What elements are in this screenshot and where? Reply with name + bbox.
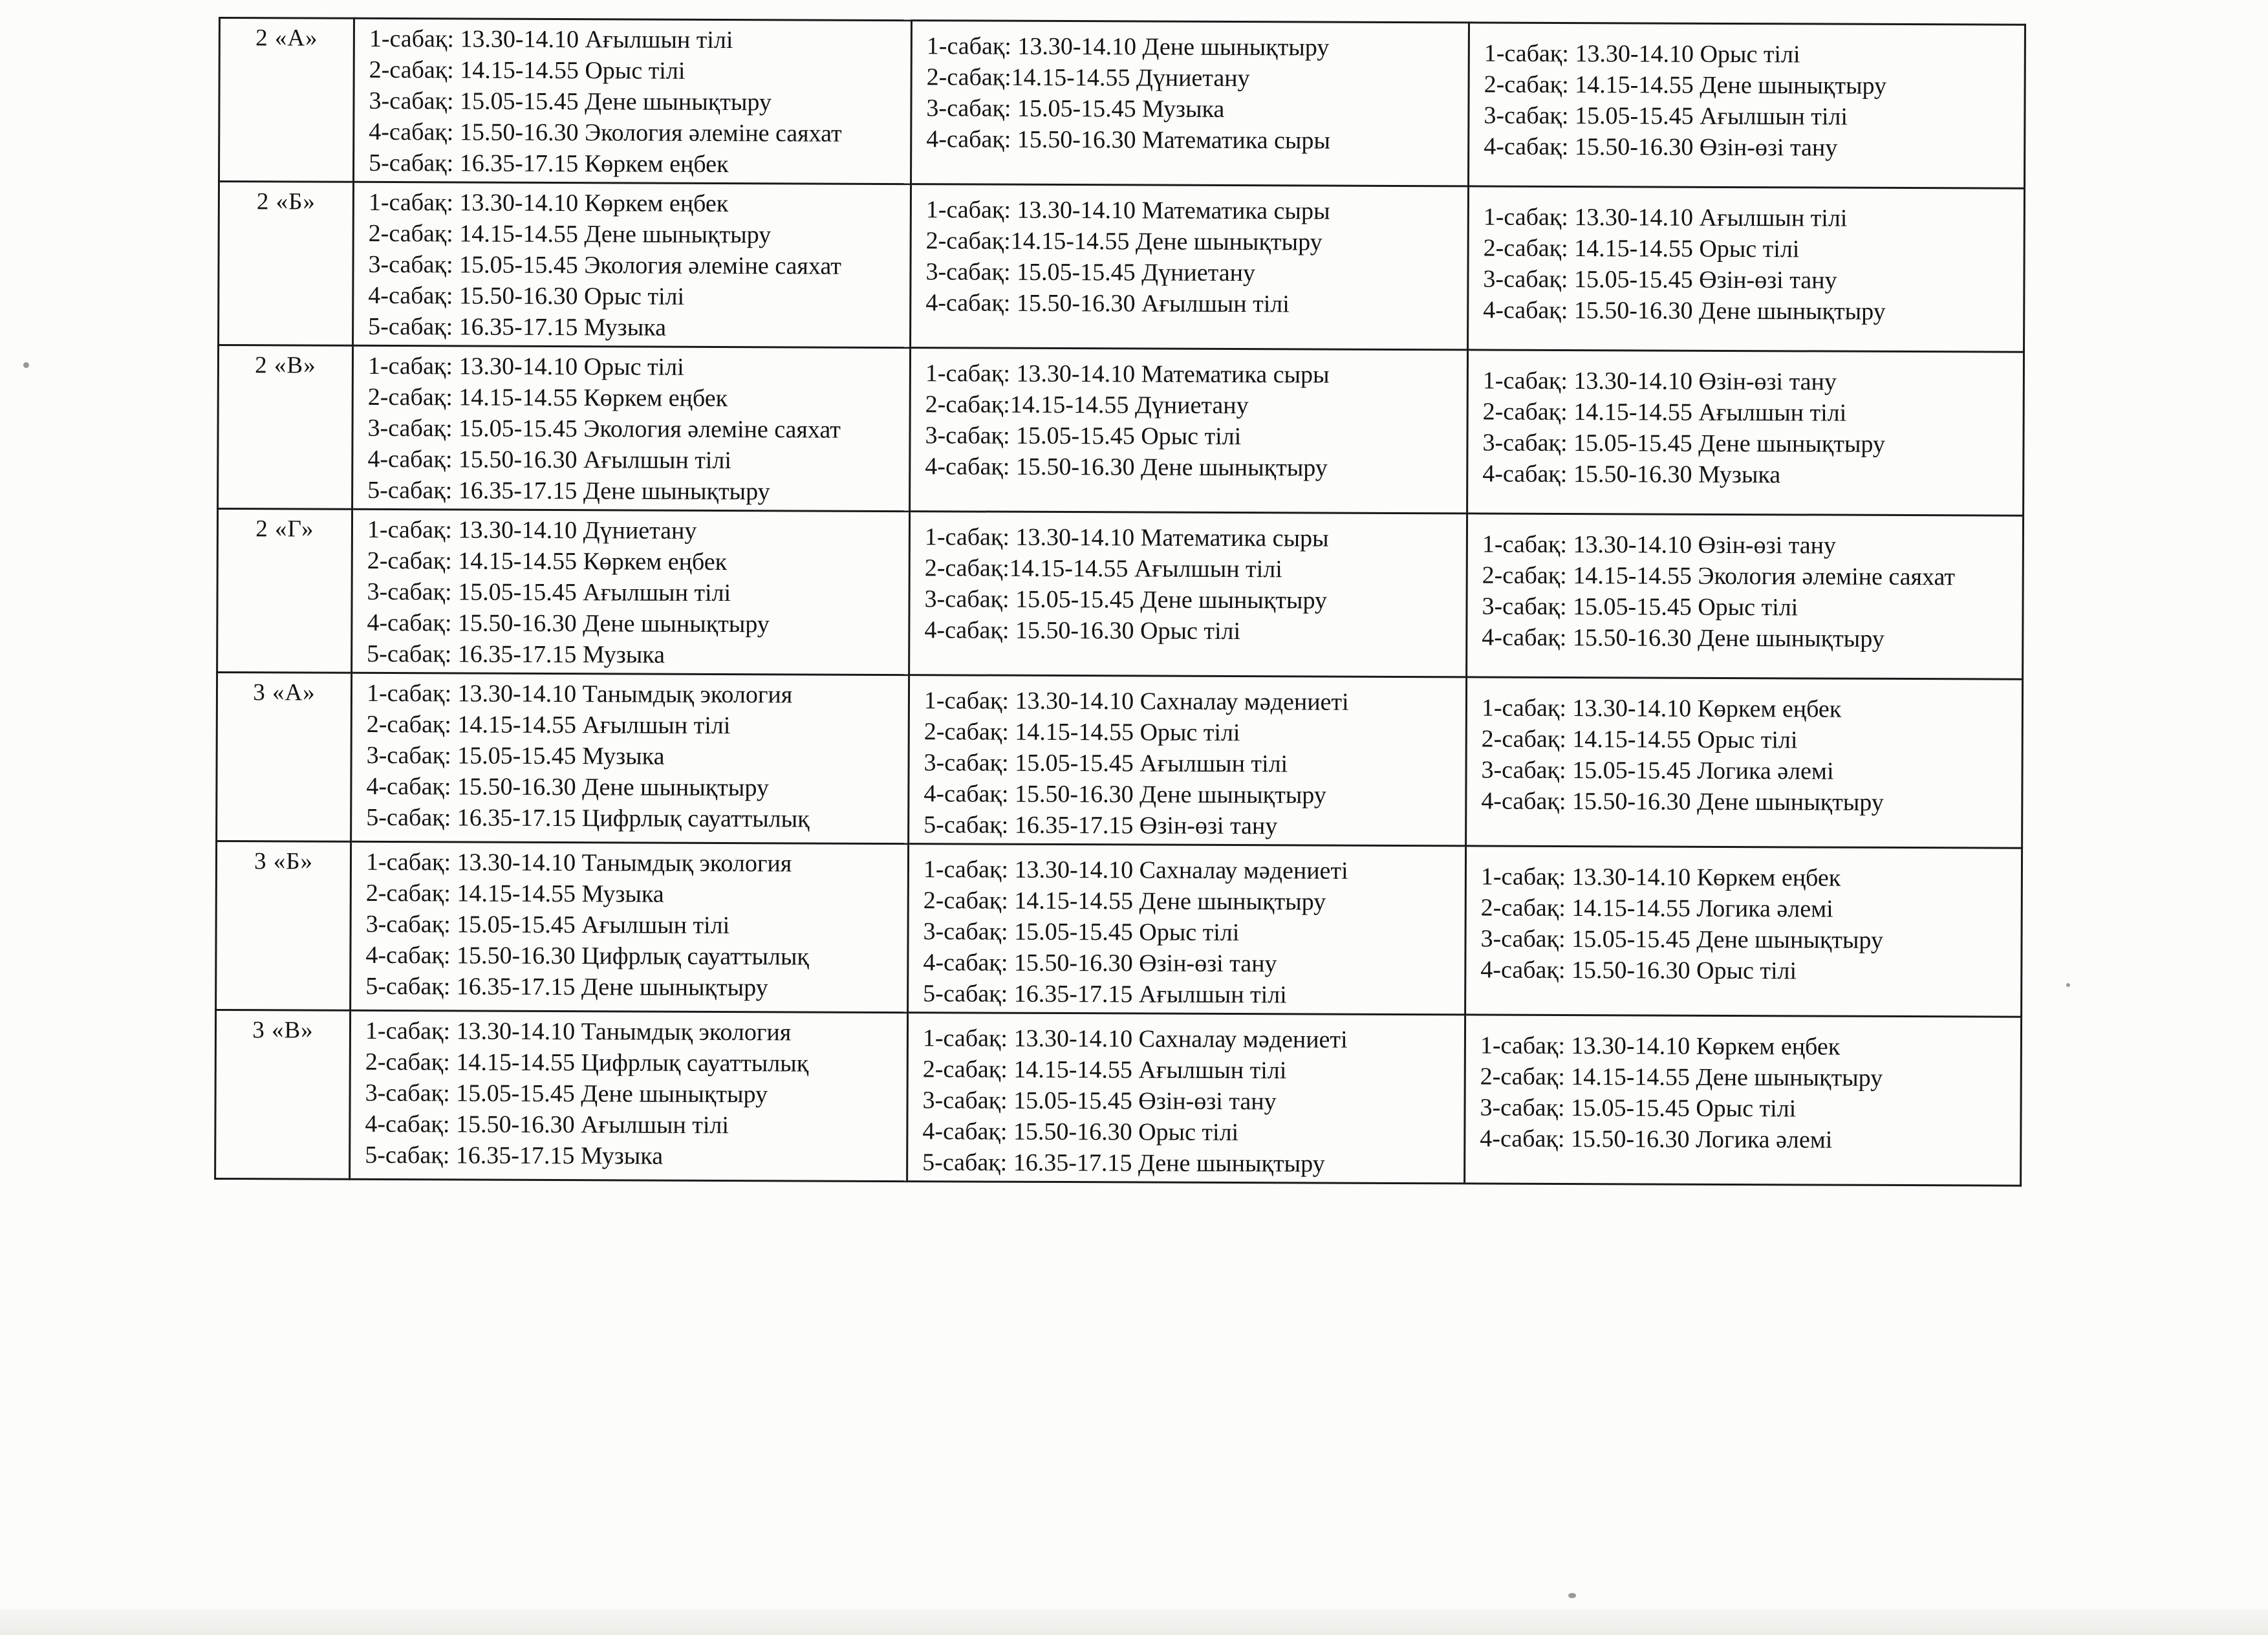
lesson-entry: 2-сабақ: 14.15-14.55 Дене шынықтыру: [1484, 70, 1887, 100]
lesson-entry: 4-сабақ: 15.50-16.30 Экология әлеміне саяхат: [369, 118, 842, 147]
lesson-entry: 2-сабақ: 14.15-14.55 Цифрлық сауаттылық: [365, 1048, 809, 1077]
day-2-lessons-cell: [908, 844, 1466, 1015]
lesson-entry: 3-сабақ: 15.05-15.45 Дене шынықтыру: [365, 1079, 768, 1109]
day-1-lessons-cell: [351, 841, 909, 1012]
lesson-entry: 1-сабақ: 13.30-14.10 Өзін-өзі тану: [1482, 530, 1837, 559]
lesson-entry: 2-сабақ: 14.15-14.55 Орыс тілі: [1481, 725, 1798, 754]
day-3-lessons-cell: [1467, 514, 2024, 679]
lesson-entry: 3-сабақ: 15.05-15.45 Дене шынықтыру: [369, 87, 772, 116]
day-2-lessons-cell: [911, 21, 1469, 186]
lesson-entry: 2-сабақ: 14.15-14.55 Дене шынықтыру: [1480, 1063, 1883, 1092]
lesson-entry: 2-сабақ: 14.15-14.55 Орыс тілі: [923, 718, 1240, 747]
lesson-entry: 2-сабақ: 14.15-14.55 Музыка: [365, 879, 664, 908]
lesson-entry: 1-сабақ: 13.30-14.10 Көркем еңбек: [1480, 863, 1841, 892]
lesson-entry: 1-сабақ: 13.30-14.10 Орыс тілі: [1484, 39, 1800, 69]
lesson-entry: 2-сабақ: 14.15-14.55 Ағылшын тілі: [1482, 398, 1847, 427]
lesson-entry: 2-сабақ: 14.15-14.55 Ағылшын тілі: [366, 710, 731, 740]
lesson-entry: 4-сабақ: 15.50-16.30 Математика сыры: [926, 125, 1331, 155]
lesson-entry: 3-сабақ: 15.05-15.45 Ағылшын тілі: [365, 910, 730, 940]
day-2-lessons-cell: [907, 1013, 1465, 1184]
lesson-entry: 4-сабақ: 15.50-16.30 Дене шынықтыру: [1481, 787, 1884, 816]
lesson-entry: 4-сабақ: 15.50-16.30 Логика әлемі: [1480, 1125, 1833, 1154]
lesson-entry: 4-сабақ: 15.50-16.30 Орыс тілі: [1480, 956, 1797, 985]
lesson-entry: 4-сабақ: 15.50-16.30 Цифрлық сауаттылық: [365, 941, 809, 971]
lesson-entry: 1-сабақ: 13.30-14.10 Танымдық экология: [365, 1017, 792, 1046]
lesson-entry: 1-сабақ: 13.30-14.10 Өзін-өзі тану: [1482, 367, 1837, 396]
lesson-entry: 5-сабақ: 16.35-17.15 Дене шынықтыру: [365, 972, 768, 1002]
day-3-lessons-cell: [1465, 846, 2022, 1017]
table-row: [217, 509, 2024, 680]
table-row: [215, 1010, 2022, 1186]
lesson-entry: 2-сабақ: 14.15-14.55 Логика әлемі: [1480, 894, 1833, 923]
lesson-entry: 2-сабақ: 14.15-14.55 Дене шынықтыру: [368, 219, 772, 249]
lesson-entry: 1-сабақ: 13.30-14.10 Көркем еңбек: [1481, 694, 1842, 723]
lesson-entry: 2-сабақ:14.15-14.55 Ағылшын тілі: [924, 554, 1282, 583]
lesson-entry: 1-сабақ: 13.30-14.10 Математика сыры: [925, 360, 1330, 389]
lesson-entry: 4-сабақ: 15.50-16.30 Музыка: [1482, 460, 1781, 489]
table-row: [216, 841, 2022, 1017]
day-2-lessons-cell: [910, 348, 1468, 514]
lesson-entry: 3-сабақ: 15.05-15.45 Ағылшын тілі: [1484, 102, 1848, 131]
lesson-entry: 3-сабақ: 15.05-15.45 Дене шынықтыру: [1480, 925, 1884, 954]
lesson-entry: 2-сабақ:14.15-14.55 Дүниетану: [925, 391, 1249, 420]
lesson-entry: 3-сабақ: 15.05-15.45 Өзін-өзі тану: [922, 1087, 1277, 1116]
table-row: [217, 672, 2023, 848]
scan-speck: [2066, 983, 2070, 987]
day-3-lessons-cell: [1469, 23, 2025, 188]
class-name-cell: 2 «Б»: [219, 182, 354, 346]
lesson-entry: 3-сабақ: 15.05-15.45 Дене шынықтыру: [1482, 429, 1885, 458]
lesson-entry: 1-сабақ: 13.30-14.10 Дене шынықтыру: [926, 32, 1330, 61]
lesson-entry: 2-сабақ: 14.15-14.55 Ағылшын тілі: [922, 1056, 1287, 1085]
day-1-lessons-cell: [351, 673, 909, 843]
lesson-entry: 3-сабақ: 15.05-15.45 Ағылшын тілі: [367, 578, 731, 607]
lesson-entry: 1-сабақ: 13.30-14.10 Танымдық экология: [365, 848, 792, 878]
lesson-entry: 5-сабақ: 16.35-17.15 Дене шынықтыру: [922, 1149, 1325, 1178]
lesson-entry: 3-сабақ: 15.05-15.45 Музыка: [926, 94, 1225, 123]
lesson-entry: 1-сабақ: 13.30-14.10 Сахналау мәдениеті: [923, 856, 1348, 885]
lesson-entry: 4-сабақ: 15.50-16.30 Өзін-өзі тану: [1484, 133, 1838, 162]
lesson-entry: 2-сабақ: 14.15-14.55 Көркем еңбек: [367, 383, 728, 413]
day-1-lessons-cell: [352, 345, 911, 511]
lesson-entry: 5-сабақ: 16.35-17.15 Музыка: [365, 1141, 664, 1170]
lesson-entry: 3-сабақ: 15.05-15.45 Экология әлеміне саяхат: [367, 414, 841, 444]
lesson-entry: 1-сабақ: 13.30-14.10 Математика сыры: [925, 196, 1330, 225]
lesson-entry: 1-сабақ: 13.30-14.10 Танымдық экология: [366, 679, 793, 709]
day-3-lessons-cell: [1466, 677, 2023, 848]
lesson-entry: 5-сабақ: 16.35-17.15 Музыка: [367, 640, 665, 669]
lesson-entry: 4-сабақ: 15.50-16.30 Дене шынықтыру: [1482, 623, 1885, 653]
lesson-entry: 3-сабақ: 15.05-15.45 Дене шынықтыру: [924, 585, 1328, 614]
lesson-entry: 5-сабақ: 16.35-17.15 Дене шынықтыру: [367, 476, 770, 506]
lesson-entry: 5-сабақ: 16.35-17.15 Өзін-өзі тану: [923, 811, 1278, 840]
lesson-entry: 4-сабақ: 15.50-16.30 Дене шынықтыру: [1483, 296, 1886, 325]
timetable: [214, 17, 2026, 1187]
lesson-entry: 3-сабақ: 15.05-15.45 Экология әлеміне саяхат: [368, 250, 841, 280]
class-name-cell: 3 «Б»: [216, 841, 351, 1010]
lesson-entry: 1-сабақ: 13.30-14.10 Ағылшын тілі: [369, 25, 733, 54]
lesson-entry: 4-сабақ: 15.50-16.30 Дене шынықтыру: [923, 780, 1326, 809]
lesson-entry: 4-сабақ: 15.50-16.30 Ағылшын тілі: [367, 445, 732, 475]
table-row: [219, 182, 2025, 352]
lesson-entry: 3-сабақ: 15.05-15.45 Ағылшын тілі: [923, 749, 1288, 778]
lesson-entry: 4-сабақ: 15.50-16.30 Дене шынықтыру: [366, 772, 769, 802]
scan-speck: [1568, 1593, 1576, 1598]
lesson-entry: 4-сабақ: 15.50-16.30 Орыс тілі: [368, 281, 685, 310]
lesson-entry: 5-сабақ: 16.35-17.15 Цифрлық сауаттылық: [366, 803, 810, 833]
lesson-entry: 4-сабақ: 15.50-16.30 Дене шынықтыру: [925, 453, 1328, 482]
lesson-entry: 3-сабақ: 15.05-15.45 Орыс тілі: [1480, 1094, 1797, 1123]
scan-speck: [23, 362, 29, 368]
lesson-entry: 5-сабақ: 16.35-17.15 Көркем еңбек: [369, 149, 729, 179]
day-1-lessons-cell: [353, 182, 911, 347]
class-name-cell: 2 «В»: [218, 345, 353, 510]
lesson-entry: 2-сабақ: 14.15-14.55 Экология әлеміне саяхат: [1482, 561, 1956, 591]
lesson-entry: 4-сабақ: 15.50-16.30 Дене шынықтыру: [367, 609, 770, 638]
lesson-entry: 1-сабақ: 13.30-14.10 Көркем еңбек: [368, 188, 729, 218]
lesson-entry: 1-сабақ: 13.30-14.10 Дүниетану: [367, 515, 697, 545]
class-name-cell: 3 «В»: [215, 1010, 351, 1179]
table-row: [219, 18, 2025, 189]
lesson-entry: 1-сабақ: 13.30-14.10 Сахналау мәдениеті: [923, 687, 1349, 716]
day-1-lessons-cell: [354, 18, 912, 184]
lesson-entry: 4-сабақ: 15.50-16.30 Орыс тілі: [922, 1118, 1239, 1147]
lesson-entry: 3-сабақ: 15.05-15.45 Өзін-өзі тану: [1483, 265, 1837, 294]
lesson-entry: 3-сабақ: 15.05-15.45 Орыс тілі: [925, 422, 1242, 451]
day-3-lessons-cell: [1467, 350, 2024, 515]
lesson-entry: 2-сабақ:14.15-14.55 Дене шынықтыру: [925, 227, 1323, 256]
day-2-lessons-cell: [909, 675, 1467, 846]
lesson-entry: 2-сабақ: 14.15-14.55 Орыс тілі: [369, 56, 686, 85]
lesson-entry: 4-сабақ: 15.50-16.30 Орыс тілі: [924, 616, 1241, 645]
lesson-entry: 3-сабақ: 15.05-15.45 Орыс тілі: [1482, 592, 1798, 622]
lesson-entry: 5-сабақ: 16.35-17.15 Ағылшын тілі: [923, 980, 1287, 1009]
lesson-entry: 1-сабақ: 13.30-14.10 Математика сыры: [924, 523, 1329, 552]
day-1-lessons-cell: [350, 1010, 908, 1181]
day-2-lessons-cell: [909, 512, 1467, 677]
timetable-body: [215, 18, 2025, 1186]
lesson-entry: 4-сабақ: 15.50-16.30 Ағылшын тілі: [365, 1110, 729, 1140]
lesson-entry: 1-сабақ: 13.30-14.10 Сахналау мәдениеті: [922, 1024, 1348, 1054]
lesson-entry: 4-сабақ: 15.50-16.30 Ағылшын тілі: [925, 289, 1290, 318]
lesson-entry: 3-сабақ: 15.05-15.45 Логика әлемі: [1481, 756, 1834, 785]
lesson-entry: 2-сабақ: 14.15-14.55 Орыс тілі: [1483, 234, 1800, 263]
lesson-entry: 2-сабақ:14.15-14.55 Дүниетану: [926, 63, 1250, 92]
scan-bottom-edge: [0, 1609, 2268, 1635]
day-1-lessons-cell: [352, 509, 910, 675]
lesson-entry: 1-сабақ: 13.30-14.10 Көркем еңбек: [1480, 1032, 1841, 1061]
lesson-entry: 1-сабақ: 13.30-14.10 Орыс тілі: [367, 352, 684, 381]
lesson-entry: 3-сабақ: 15.05-15.45 Музыка: [366, 741, 665, 770]
class-name-cell: 2 «А»: [219, 18, 354, 182]
lesson-entry: 5-сабақ: 16.35-17.15 Музыка: [368, 312, 667, 341]
lesson-entry: 2-сабақ: 14.15-14.55 Дене шынықтыру: [923, 887, 1326, 916]
lesson-entry: 4-сабақ: 15.50-16.30 Өзін-өзі тану: [923, 949, 1277, 978]
table-row: [218, 345, 2024, 516]
class-name-cell: 3 «А»: [217, 672, 352, 841]
lesson-entry: 2-сабақ: 14.15-14.55 Көркем еңбек: [367, 547, 728, 576]
class-name-cell: 2 «Г»: [217, 509, 352, 673]
day-2-lessons-cell: [911, 184, 1469, 350]
lesson-entry: 3-сабақ: 15.05-15.45 Дүниетану: [925, 258, 1256, 287]
day-3-lessons-cell: [1468, 186, 2025, 352]
lesson-entry: 3-сабақ: 15.05-15.45 Орыс тілі: [923, 918, 1240, 947]
lesson-entry: 1-сабақ: 13.30-14.10 Ағылшын тілі: [1483, 203, 1848, 232]
day-3-lessons-cell: [1465, 1015, 2022, 1186]
